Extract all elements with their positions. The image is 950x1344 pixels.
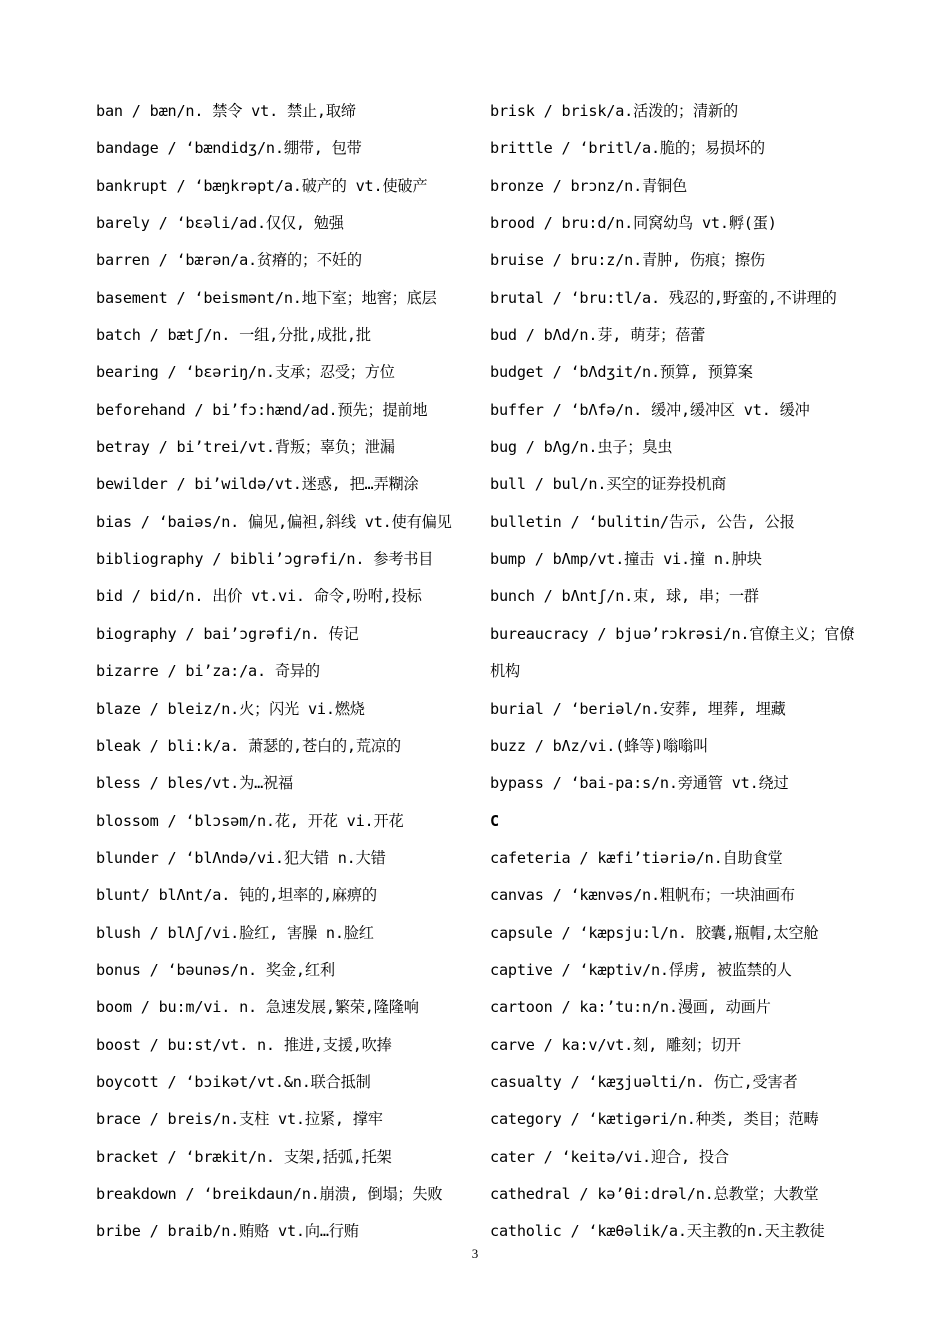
vocab-entry: captive / ‘kæptiv/n.俘虏, 被监禁的人 <box>490 960 792 979</box>
vocab-entry: bid / bid/n. 出价 vt.vi. 命令,吩咐,投标 <box>96 587 422 606</box>
vocab-entry: cafeteria / kæfi’tiəriə/n.自助食堂 <box>490 848 783 867</box>
vocab-entry: bias / ‘baiəs/n. 偏见,偏袒,斜线 vt.使有偏见 <box>96 512 452 531</box>
vocab-entry: bulletin / ‘bulitin/告示, 公告, 公报 <box>490 512 795 531</box>
left-column <box>96 93 476 1251</box>
vocab-entry: bewilder / bi’wildə/vt.迷惑, 把…弄糊涂 <box>96 475 419 494</box>
vocab-entry: bonus / ‘bəunəs/n. 奖金,红利 <box>96 960 335 979</box>
vocab-entry: bracket / ‘brækit/n. 支架,括弧,托架 <box>96 1147 392 1166</box>
vocab-entry: blush / blΛʃ/vi.脸红, 害臊 n.脸红 <box>96 923 374 942</box>
vocab-entry: brace / breis/n.支柱 vt.拉紧, 撑牢 <box>96 1110 383 1129</box>
vocab-entry: category / ‘kætigəri/n.种类, 类目；范畴 <box>490 1110 819 1129</box>
vocab-entry: bypass / ‘bai-pa:s/n.旁通管 vt.绕过 <box>490 774 789 793</box>
vocab-entry: bibliography / bibli’ɔgrəfi/n. 参考书目 <box>96 550 434 569</box>
vocab-entry: bribe / braib/n.贿赂 vt.向…行贿 <box>96 1222 359 1241</box>
vocab-entry: betray / bi’trei/vt.背叛；辜负；泄漏 <box>96 438 395 457</box>
section-letter-heading: C <box>490 811 499 830</box>
vocab-entry: bud / bΛd/n.芽, 萌芽；蓓蕾 <box>490 326 706 345</box>
vocab-entry: bearing / ‘bɛəriŋ/n.支承；忍受；方位 <box>96 363 395 382</box>
vocab-entry: bruise / bru:z/n.青肿, 伤痕；擦伤 <box>490 251 765 270</box>
vocab-entry: bless / bles/vt.为…祝福 <box>96 774 294 793</box>
vocab-entry: barren / ‘bærən/a.贫瘠的；不妊的 <box>96 251 362 270</box>
vocab-entry: ban / bæn/n. 禁令 vt. 禁止,取缔 <box>96 102 356 120</box>
vocab-entry: batch / bætʃ/n. 一组,分批,成批,批 <box>96 326 371 345</box>
vocab-entry: brutal / ‘bru:tl/a. 残忍的,野蛮的,不讲理的 <box>490 288 837 307</box>
vocab-entry: brisk / brisk/a.活泼的；清新的 <box>490 102 739 120</box>
vocab-entry: burial / ‘beriəl/n.安葬, 埋葬, 埋藏 <box>490 699 786 718</box>
vocab-entry: canvas / ‘kænvəs/n.粗帆布；一块油画布 <box>490 886 795 905</box>
vocab-entry: boost / bu:st/vt. n. 推进,支援,吹捧 <box>96 1035 392 1054</box>
vocab-entry: brood / bru:d/n.同窝幼鸟 vt.孵(蛋) <box>490 214 777 233</box>
vocab-entry: blossom / ‘blɔsəm/n.花, 开花 vi.开花 <box>96 811 404 830</box>
vocab-entry: boycott / ‘bɔikət/vt.&n.联合抵制 <box>96 1072 371 1091</box>
right-column <box>490 93 862 1251</box>
vocab-entry: basement / ‘beismənt/n.地下室；地窖；底层 <box>96 288 437 307</box>
vocab-entry: biography / bai’ɔgrəfi/n. 传记 <box>96 624 359 643</box>
vocab-entry: bleak / bli:k/a. 萧瑟的,苍白的,荒凉的 <box>96 736 401 755</box>
vocab-entry: barely / ‘bɛəli/ad.仅仅, 勉强 <box>96 214 344 233</box>
vocab-entry: budget / ‘bΛdʒit/n.预算, 预算案 <box>490 363 753 382</box>
vocab-entry: blunder / ‘blΛndə/vi.犯大错 n.大错 <box>96 848 386 867</box>
vocab-entry: bureaucracy / bjuə’rɔkrəsi/n.官僚主义；官僚机构 <box>490 624 855 681</box>
vocab-entry: bandage / ‘bændidʒ/n.绷带, 包带 <box>96 139 362 158</box>
vocab-entry: beforehand / bi’fɔ:hænd/ad.预先；提前地 <box>96 400 428 419</box>
vocab-entry: bump / bΛmp/vt.撞击 vi.撞 n.肿块 <box>490 550 762 569</box>
vocab-entry: bankrupt / ‘bæŋkrəpt/a.破产的 vt.使破产 <box>96 176 428 195</box>
vocab-entry: blunt/ blΛnt/a. 钝的,坦率的,麻痹的 <box>96 886 377 905</box>
vocab-entry: bug / bΛg/n.虫子；臭虫 <box>490 438 673 457</box>
vocab-entry: catholic / ‘kæθəlik/a.天主教的n.天主教徒 <box>490 1222 825 1241</box>
vocab-entry: bizarre / bi’za:/a. 奇异的 <box>96 662 320 681</box>
vocab-entry: boom / bu:m/vi. n. 急速发展,繁荣,隆隆响 <box>96 998 419 1017</box>
vocab-entry: cater / ‘keitə/vi.迎合, 投合 <box>490 1147 729 1166</box>
vocab-entry: blaze / bleiz/n.火；闪光 vi.燃烧 <box>96 699 365 718</box>
page-number: 3 <box>471 1246 479 1261</box>
vocab-entry: cartoon / ka:’tu:n/n.漫画, 动画片 <box>490 998 771 1017</box>
vocab-entry: carve / ka:v/vt.刻, 雕刻；切开 <box>490 1035 741 1054</box>
vocab-entry: casualty / ‘kæʒjuəlti/n. 伤亡,受害者 <box>490 1072 798 1091</box>
vocab-entry: brittle / ‘britl/a.脆的；易损坏的 <box>490 139 765 158</box>
vocab-entry: bronze / brɔnz/n.青铜色 <box>490 176 688 195</box>
vocab-entry: buzz / bΛz/vi.(蜂等)嗡嗡叫 <box>490 736 709 755</box>
vocab-entry: cathedral / kə’θi:drəl/n.总教堂；大教堂 <box>490 1184 819 1203</box>
vocab-entry: buffer / ‘bΛfə/n. 缓冲,缓冲区 vt. 缓冲 <box>490 400 810 419</box>
vocab-entry: bull / bul/n.买空的证券投机商 <box>490 475 727 494</box>
vocab-entry: breakdown / ‘breikdaun/n.崩溃, 倒塌；失败 <box>96 1184 443 1203</box>
vocab-entry: capsule / ‘kæpsju:l/n. 胶囊,瓶帽,太空舱 <box>490 923 819 942</box>
vocab-entry: bunch / bΛntʃ/n.束, 球, 串；一群 <box>490 587 759 606</box>
